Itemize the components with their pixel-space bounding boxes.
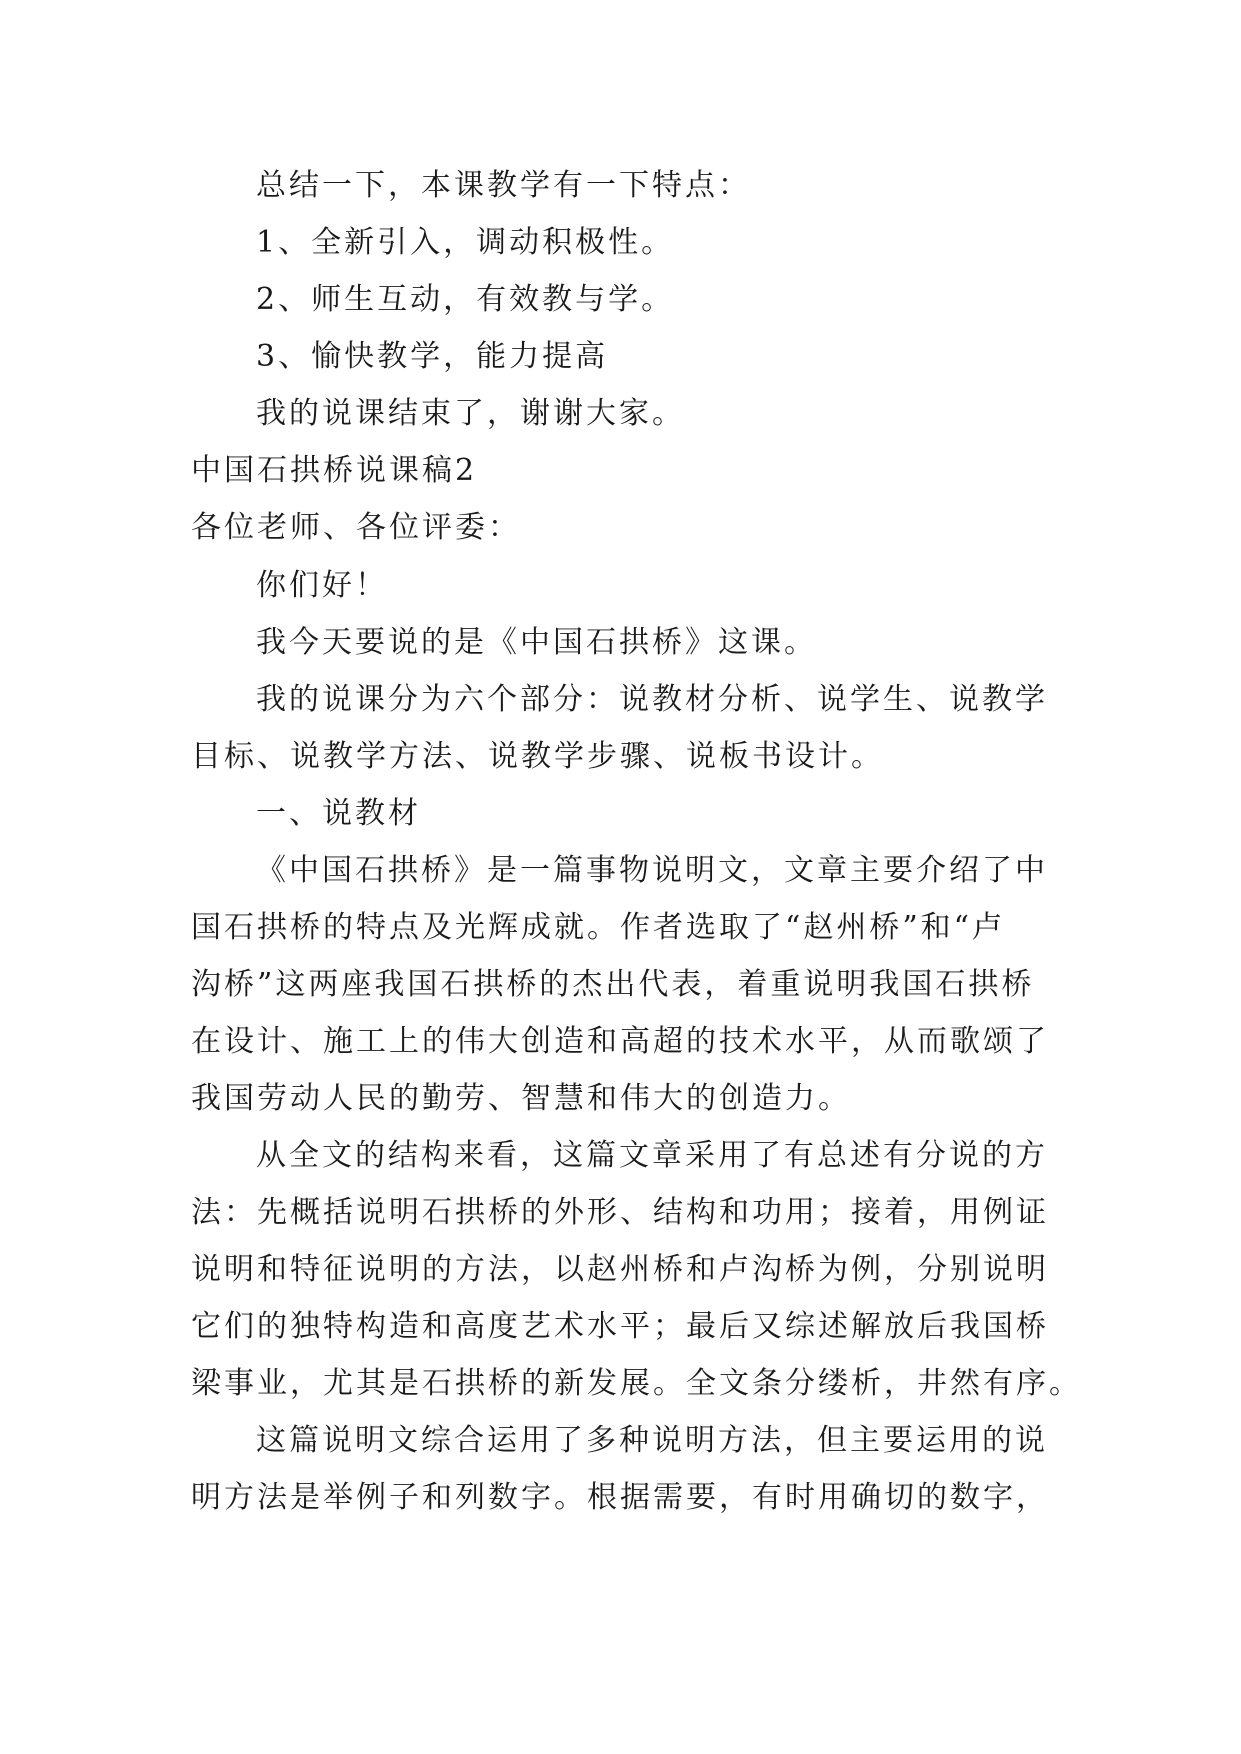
structure-line-4: 它们的独特构造和高度艺术水平；最后又综述解放后我国桥 bbox=[191, 1309, 1049, 1344]
summary-point-2: 2、师生互动，有效教与学。 bbox=[256, 282, 675, 317]
material-line-5: 我国劳动人民的勤劳、智慧和伟大的创造力。 bbox=[191, 1081, 851, 1116]
heading-one: 一、说教材 bbox=[256, 796, 421, 831]
material-line-2: 国石拱桥的特点及光辉成就。作者选取了“赵州桥”和“卢 bbox=[191, 910, 1006, 945]
material-line-4: 在设计、施工上的伟大创造和高超的技术水平，从而歌颂了 bbox=[191, 1024, 1049, 1059]
summary-point-3: 3、愉快教学，能力提高 bbox=[256, 339, 609, 374]
structure-line-1: 从全文的结构来看，这篇文章采用了有总述有分说的方 bbox=[256, 1138, 1048, 1173]
material-line-1: 《中国石拱桥》是一篇事物说明文，文章主要介绍了中 bbox=[256, 853, 1048, 888]
section-title: 中国石拱桥说课稿2 bbox=[191, 453, 478, 488]
summary-point-1: 1、全新引入，调动积极性。 bbox=[256, 225, 675, 260]
methods-line-1: 这篇说明文综合运用了多种说明方法，但主要运用的说 bbox=[256, 1423, 1048, 1458]
structure-line-3: 说明和特征说明的方法，以赵州桥和卢沟桥为例，分别说明 bbox=[191, 1252, 1049, 1287]
closing-remark: 我的说课结束了，谢谢大家。 bbox=[256, 396, 685, 431]
greeting: 你们好！ bbox=[256, 568, 388, 603]
salutation: 各位老师、各位评委： bbox=[191, 510, 521, 545]
summary-intro: 总结一下，本课教学有一下特点： bbox=[256, 168, 751, 203]
structure-line-2: 法：先概括说明石拱桥的外形、结构和功用；接着，用例证 bbox=[191, 1195, 1049, 1230]
parts-line-1: 我的说课分为六个部分：说教材分析、说学生、说教学 bbox=[256, 682, 1048, 717]
material-line-3: 沟桥”这两座我国石拱桥的杰出代表，着重说明我国石拱桥 bbox=[191, 967, 1035, 1002]
methods-line-2: 明方法是举例子和列数字。根据需要，有时用确切的数字， bbox=[191, 1480, 1049, 1515]
structure-line-5: 梁事业，尤其是石拱桥的新发展。全文条分缕析，井然有序。 bbox=[191, 1366, 1082, 1401]
parts-line-2: 目标、说教学方法、说教学步骤、说板书设计。 bbox=[191, 739, 884, 774]
intro-paragraph: 我今天要说的是《中国石拱桥》这课。 bbox=[256, 625, 817, 660]
